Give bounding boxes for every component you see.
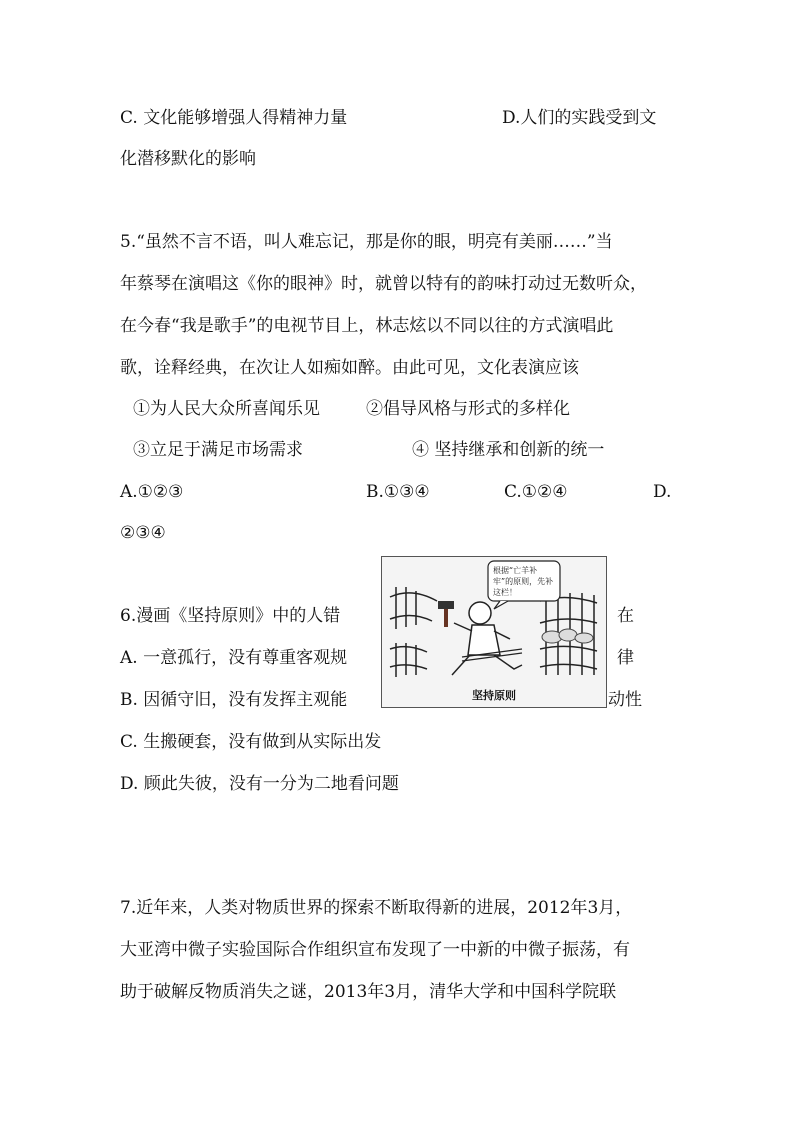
q5-choice-c: C.①②④: [504, 482, 568, 502]
q6-option-a: A. 一意孤行，没有尊重客观规: [120, 648, 348, 668]
q6-stem: 6.漫画《坚持原则》中的人错: [120, 606, 341, 626]
q5-stem-line-2: 年蔡琴在演唱这《你的眼神》时，就曾以特有的韵味打动过无数听众，: [120, 274, 647, 294]
q5-choice-d-value: ②③④: [120, 523, 166, 543]
q5-item-4: ④ 坚持继承和创新的统一: [412, 440, 605, 460]
q5-item-2: ②倡导风格与形式的多样化: [366, 399, 570, 419]
left-fence: [390, 587, 437, 677]
q7-line-2: 大亚湾中微子实验国际合作组织宣布发现了一中新的中微子振荡，有: [120, 940, 630, 960]
cartoon-speech-text: 根据“亡羊补牢”的原则，先补这栏！: [493, 566, 554, 597]
cartoon-image: [381, 556, 607, 708]
q5-item-1: ①为人民大众所喜闻乐见: [133, 399, 320, 419]
q5-stem-line-1: 5.“虽然不言不语，叫人难忘记，那是你的眼，明亮有美丽……”当: [120, 232, 613, 252]
q5-stem-line-4: 歌，诠释经典，在次让人如痴如醉。由此可见，文化表演应该: [120, 358, 579, 378]
q4-option-d: D.人们的实践受到文: [502, 108, 657, 128]
running-man: [452, 602, 522, 675]
q6-option-b: B. 因循守旧，没有发挥主观能: [120, 690, 348, 710]
q7-line-1: 7.近年来，人类对物质世界的探索不断取得新的进展，2012年3月，: [120, 898, 633, 918]
q6-option-d: D. 顾此失彼，没有一分为二地看问题: [120, 774, 399, 794]
sheep: [542, 629, 593, 643]
q5-stem-line-3: 在今春“我是歌手”的电视节目上，林志炫以不同以往的方式演唱此: [120, 316, 614, 336]
q5-item-3: ③立足于满足市场需求: [133, 440, 303, 460]
q5-choice-d-label: D.: [653, 482, 672, 502]
cartoon-caption: 坚持原则: [472, 689, 516, 702]
hammer-icon: [438, 601, 454, 627]
q4-option-c: C. 文化能够增强人得精神力量: [120, 108, 348, 128]
q4-option-d-continued: 化潜移默化的影响: [120, 149, 256, 169]
q6-stem-end: 在: [617, 606, 634, 626]
q5-choice-b: B.①③④: [366, 482, 430, 502]
q5-choice-a: A.①②③: [120, 482, 184, 502]
q6-option-b-end: 动性: [608, 690, 642, 710]
q6-option-a-end: 律: [617, 648, 634, 668]
q7-line-3: 助于破解反物质消失之谜，2013年3月，清华大学和中国科学院联: [120, 982, 617, 1002]
q6-option-c: C. 生搬硬套，没有做到从实际出发: [120, 732, 382, 752]
